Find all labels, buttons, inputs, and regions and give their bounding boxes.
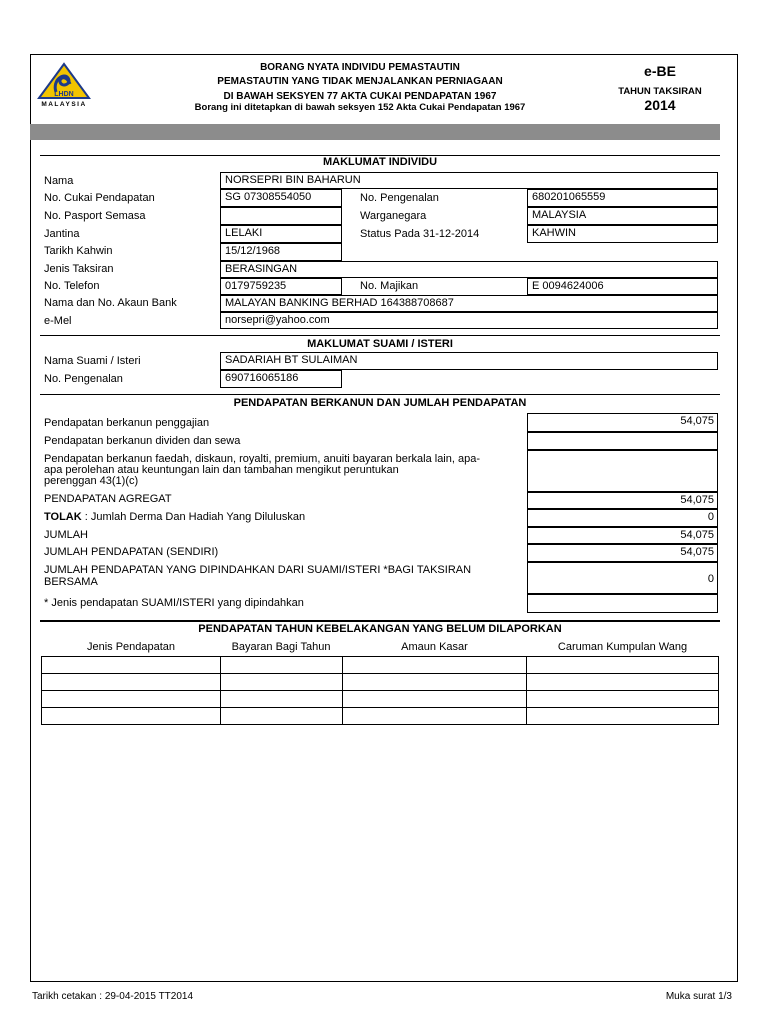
phone-field[interactable]: 0179759235 <box>220 278 342 295</box>
phone-label: No. Telefon <box>44 280 100 292</box>
employment-income-label: Pendapatan berkanun penggajian <box>44 417 210 429</box>
assessment-type-field[interactable]: BERASINGAN <box>220 261 718 278</box>
table-cell[interactable] <box>342 657 527 674</box>
form-title-3: DI BAWAH SEKSYEN 77 AKTA CUKAI PENDAPATAN 1967 <box>223 91 497 102</box>
dividend-income-label: Pendapatan berkanun dividen dan sewa <box>44 435 241 447</box>
logo-text: LHDN <box>54 91 74 98</box>
table-cell[interactable] <box>220 657 342 674</box>
lhdn-emblem-icon <box>34 62 94 108</box>
total-field[interactable]: 54,075 <box>527 527 718 544</box>
table-row <box>42 708 719 725</box>
arrears-table <box>41 656 719 725</box>
lhdn-logo <box>34 62 94 108</box>
less-bold-label: TOLAK <box>44 511 82 523</box>
transferred-label-1: JUMLAH PENDAPATAN YANG DIPINDAHKAN DARI SUAMI/ISTERI *BAGI TAKSIRAN <box>44 564 472 576</box>
spouse-income-type-label: * Jenis pendapatan SUAMI/ISTERI yang dipindahkan <box>44 597 304 609</box>
table-cell[interactable] <box>220 708 342 725</box>
own-total-label: JUMLAH PENDAPATAN (SENDIRI) <box>44 546 219 558</box>
table-row <box>42 691 719 708</box>
table-cell[interactable] <box>342 674 527 691</box>
id-no-label: No. Pengenalan <box>360 192 439 204</box>
table-cell[interactable] <box>527 674 719 691</box>
assessment-year-label: TAHUN TAKSIRAN <box>618 86 702 97</box>
transferred-label-2: BERSAMA <box>44 576 98 588</box>
spouse-id-label: No. Pengenalan <box>44 373 123 385</box>
id-no-field[interactable]: 680201065559 <box>527 189 718 207</box>
table-cell[interactable] <box>42 691 221 708</box>
form-code: e-BE <box>644 63 676 79</box>
bank-label: Nama dan No. Akaun Bank <box>44 297 177 309</box>
employer-no-field[interactable]: E 0094624006 <box>527 278 718 295</box>
table-cell[interactable] <box>42 674 221 691</box>
table-cell[interactable] <box>527 691 719 708</box>
spouse-id-field[interactable]: 690716065186 <box>220 370 342 388</box>
table-cell[interactable] <box>220 674 342 691</box>
less-donation-field[interactable]: 0 <box>527 509 718 527</box>
marriage-date-label: Tarikh Kahwin <box>44 245 113 257</box>
form-title-1: BORANG NYATA INDIVIDU PEMASTAUTIN <box>260 62 460 73</box>
individual-section-title: MAKLUMAT INDIVIDU <box>322 156 438 168</box>
email-field[interactable]: norsepri@yahoo.com <box>220 312 718 329</box>
aggregate-income-field[interactable]: 54,075 <box>527 492 718 509</box>
assessment-type-label: Jenis Taksiran <box>44 263 114 275</box>
transferred-field[interactable]: 0 <box>527 562 718 594</box>
aggregate-income-label: PENDAPATAN AGREGAT <box>44 493 172 505</box>
passport-label: No. Pasport Semasa <box>44 210 146 222</box>
table-cell[interactable] <box>42 657 221 674</box>
dividend-income-field[interactable] <box>527 432 718 450</box>
passport-field[interactable] <box>220 207 342 225</box>
table-cell[interactable] <box>527 708 719 725</box>
other-income-field[interactable] <box>527 450 718 492</box>
other-income-label-1: Pendapatan berkanun faedah, diskaun, royalti, premium, anuiti bayaran berkala lain, apa- <box>44 453 480 465</box>
header-banner <box>30 124 720 140</box>
other-income-label-2: apa perolehan atau keuntungan lain dan tambahan mengikut peruntukan <box>44 464 399 476</box>
table-cell[interactable] <box>342 691 527 708</box>
less-donation-text: : Jumlah Derma Dan Hadiah Yang Diluluskan <box>81 511 306 523</box>
table-row <box>42 657 719 674</box>
other-income-label-3: perenggan 43(1)(c) <box>44 475 139 487</box>
section-divider <box>40 394 720 395</box>
marriage-date-field[interactable]: 15/12/1968 <box>220 243 342 261</box>
status-field[interactable]: KAHWIN <box>527 225 718 243</box>
spouse-income-type-field[interactable] <box>527 594 718 613</box>
section-divider <box>40 620 720 622</box>
bank-field[interactable]: MALAYAN BANKING BERHAD 164388708687 <box>220 295 718 312</box>
table-row <box>42 674 719 691</box>
tax-no-field[interactable]: SG 07308554050 <box>220 189 342 207</box>
employer-no-label: No. Majikan <box>360 280 419 292</box>
arrears-section-title: PENDAPATAN TAHUN KEBELAKANGAN YANG BELUM DILAPORKAN <box>198 623 562 635</box>
gender-field[interactable]: LELAKI <box>220 225 342 243</box>
print-date: Tarikh cetakan : 29-04-2015 TT2014 <box>32 991 194 1002</box>
page-number: Muka surat 1/3 <box>665 991 732 1002</box>
email-label: e-Mel <box>44 315 72 327</box>
total-label: JUMLAH <box>44 529 89 541</box>
less-donation-label <box>44 511 305 524</box>
spouse-name-label: Nama Suami / Isteri <box>44 355 141 367</box>
employment-income-field[interactable]: 54,075 <box>527 413 718 432</box>
table-cell[interactable] <box>342 708 527 725</box>
table-cell[interactable] <box>42 708 221 725</box>
table-cell[interactable] <box>220 691 342 708</box>
income-section-title: PENDAPATAN BERKANUN DAN JUMLAH PENDAPATAN <box>233 397 527 409</box>
own-total-field[interactable]: 54,075 <box>527 544 718 562</box>
logo-country: MALAYSIA <box>41 101 87 108</box>
spouse-section-title: MAKLUMAT SUAMI / ISTERI <box>307 338 453 350</box>
arrears-col-type: Jenis Pendapatan <box>86 641 176 653</box>
assessment-year: 2014 <box>644 97 676 113</box>
arrears-col-gross: Amaun Kasar <box>401 641 468 653</box>
name-field[interactable]: NORSEPRI BIN BAHARUN <box>220 172 718 189</box>
section-divider <box>40 335 720 336</box>
status-label: Status Pada 31-12-2014 <box>360 228 480 240</box>
name-label: Nama <box>44 175 74 187</box>
arrears-col-fund: Caruman Kumpulan Wang <box>557 641 688 653</box>
form-title-4: Borang ini ditetapkan di bawah seksyen 152 Akta Cukai Pendapatan 1967 <box>194 102 526 113</box>
form-title-2: PEMASTAUTIN YANG TIDAK MENJALANKAN PERNIAGAAN <box>217 76 503 87</box>
gender-label: Jantina <box>44 228 80 240</box>
table-cell[interactable] <box>527 657 719 674</box>
spouse-name-field[interactable]: SADARIAH BT SULAIMAN <box>220 352 718 370</box>
citizenship-label: Warganegara <box>360 210 427 222</box>
tax-no-label: No. Cukai Pendapatan <box>44 192 155 204</box>
citizenship-field[interactable]: MALAYSIA <box>527 207 718 225</box>
arrears-col-year: Bayaran Bagi Tahun <box>231 641 331 653</box>
